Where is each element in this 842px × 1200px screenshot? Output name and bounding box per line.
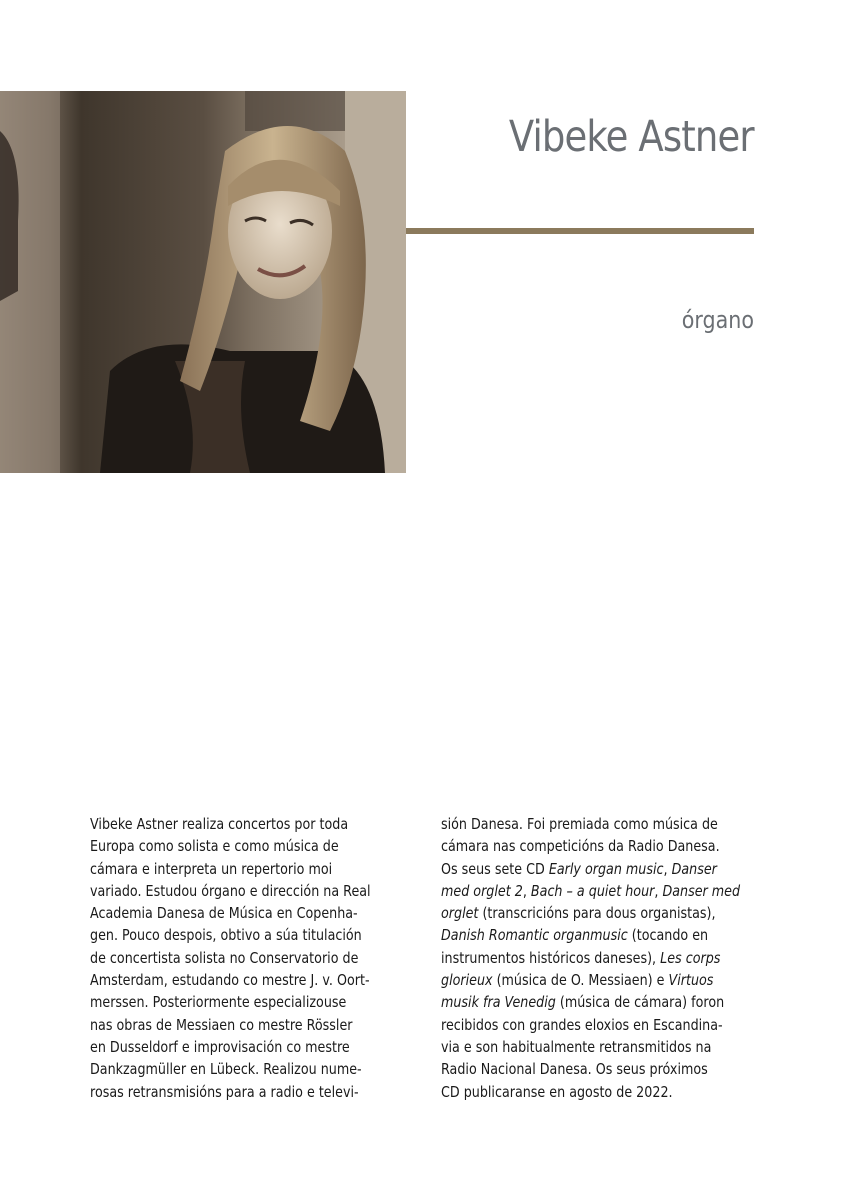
bio-line: variado. Estudou órgano e dirección na Real (90, 881, 371, 900)
portrait-illustration (0, 91, 406, 473)
bio-line: nas obras de Messiaen co mestre Rössler (90, 1015, 353, 1034)
bio-column-left (90, 813, 407, 1103)
bio-line: gen. Pouco despois, obtivo a súa titulación (90, 926, 362, 945)
bio-line: rosas retransmisións para a radio e televi- (90, 1082, 359, 1101)
bio-line: glorieux (música de O. Messiaen) e Virtuos (441, 971, 714, 990)
performer-name: Vibeke Astner (509, 112, 754, 162)
bio-line: via e son habitualmente retransmitidos na (441, 1037, 712, 1056)
bio-line: sión Danesa. Foi premiada como música de (441, 815, 718, 833)
bio-line: cámara e interpreta un repertorio moi (90, 859, 333, 878)
bio-line: instrumentos históricos daneses), Les corps (441, 948, 721, 967)
bio-line: med orglet 2, Bach – a quiet hour, Danser med (441, 881, 741, 900)
bio-line: Os seus sete CD Early organ music, Danser (441, 859, 717, 878)
bio-line: cámara nas competicións da Radio Danesa. (441, 837, 720, 856)
bio-line: Academia Danesa de Música en Copenha- (90, 904, 358, 923)
bio-line: recibidos con grandes eloxios en Escandina- (441, 1015, 723, 1034)
cd-title: Danser med (662, 881, 741, 900)
bio-line: Amsterdam, estudando co mestre J. v. Oort- (90, 971, 370, 990)
cd-title: orglet (441, 904, 479, 923)
bio-line: Dankzagmüller en Lübeck. Realizou nume- (90, 1060, 362, 1079)
bio-line: de concertista solista no Conservatorio de (90, 948, 359, 967)
cd-title: Bach – a quiet hour (530, 881, 655, 900)
cd-title: Les corps (660, 948, 721, 967)
bio-line: Danish Romantic organmusic (tocando en (441, 926, 709, 945)
cd-title: Danish Romantic organmusic (441, 926, 628, 945)
title-rule (406, 228, 754, 234)
cd-title: musik fra Venedig (441, 993, 556, 1012)
cd-title: med orglet 2 (441, 881, 523, 900)
bio-line: CD publicaranse en agosto de 2022. (441, 1082, 673, 1101)
instrument-label: órgano (681, 306, 754, 334)
portrait-photo (0, 91, 406, 473)
bio-line: musik fra Venedig (música de cámara) foron (441, 993, 725, 1012)
cd-title: Virtuos (668, 971, 714, 990)
bio-line: Vibeke Astner realiza concertos por toda (90, 815, 349, 833)
bio-line: Radio Nacional Danesa. Os seus próximos (441, 1060, 708, 1079)
bio-line: merssen. Posteriormente especializouse (90, 993, 347, 1012)
bio-line: en Dusseldorf e improvisación co mestre (90, 1037, 350, 1056)
cd-title: Early organ music (548, 859, 664, 878)
bio-line: Europa como solista e como música de (90, 837, 339, 856)
bio-line: orglet (transcricións para dous organistas), (441, 904, 716, 923)
cd-title: glorieux (441, 971, 493, 990)
cd-title: Danser (671, 859, 717, 878)
bio-column-right (441, 813, 758, 1103)
